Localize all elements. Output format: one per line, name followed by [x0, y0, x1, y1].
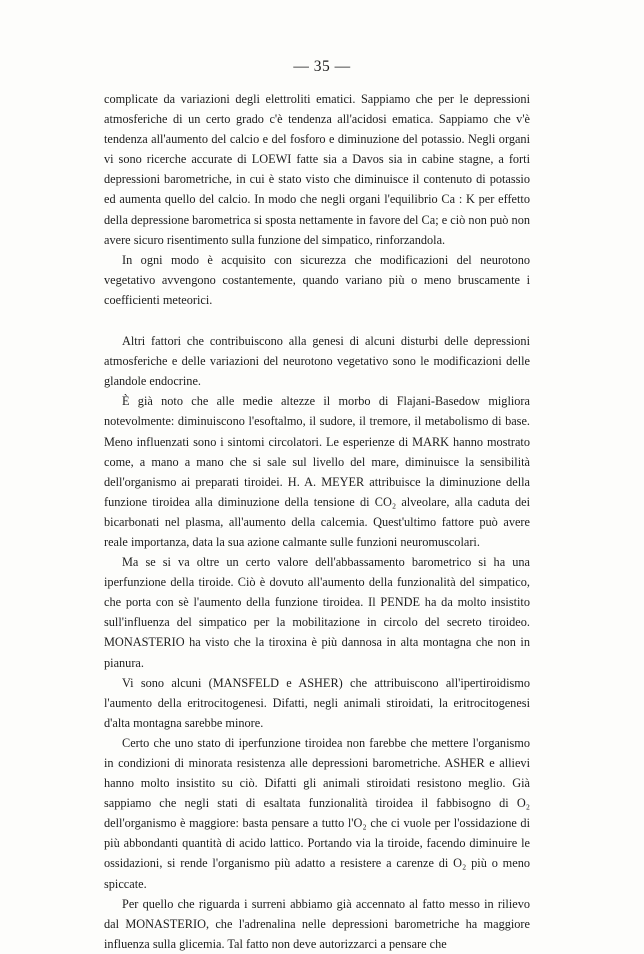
paragraph-6: Vi sono alcuni (MANSFELD e ASHER) che attribuiscono all'ipertiroidismo l'aumento della eritrocitogenesi. Difatti, negli animali stiroidati, la eritrocitogenesi d'alta montagna sarebbe minore.	[104, 675, 530, 730]
body-text	[104, 89, 530, 954]
paragraph-7: Certo che uno stato di iperfunzione tiroidea non farebbe che mettere l'organismo in condizioni di minorata resistenza alle depressioni barometriche. ASHER e allievi hanno molto insistito su ciò. Difatti gli animali stiroidati resistono meglio. Già sappiamo che negli stati di esaltata funzionalità tiroidea il fabbisogno di O₂ dell'organismo è maggiore: basta pensare a tutto l'O₂ che ci vuole per l'ossidazione di più abbondanti quantità di acido lattico. Portando via la tiroide, facendo diminuire le ossidazioni, si rende l'organismo più adatto a resistere a carenze di O₂ più o meno spiccate.	[104, 735, 530, 891]
paragraph-5: Ma se si va oltre un certo valore dell'abbassamento barometrico si ha una iperfunzione della tiroide. Ciò è dovuto all'aumento della funzionalità del simpatico, che porta con sè l'aumento della funzione tiroidea. Il PENDE ha da molto insistito sull'influenza del simpatico per la mobilitazione in circolo del secreto tiroideo. MONASTERIO ha visto che la tiroxina è più dannosa in alta montagna che non in pianura.	[104, 555, 530, 670]
paragraph-3: Altri fattori che contribuiscono alla genesi di alcuni disturbi delle depressioni atmosferiche e delle variazioni del neurotono vegetativo sono le modificazioni delle glandole endocrine.	[104, 334, 530, 389]
section-divider-space	[104, 310, 530, 331]
paragraph-4: È già noto che alle medie altezze il morbo di Flajani-Basedow migliora notevolmente: diminuiscono l'esoftalmo, il sudore, il tremore, il metabolismo di base. Meno influenzati sono i sintomi circolatori. Le esperienze di MARK hanno mostrato come, a mano a mano che si sale sul livello del mare, diminuisce la sensibilità dell'organismo ai preparati tiroidei. H. A. MEYER attribuisce la diminuzione della funzione tiroidea alla diminuzione della tensione di CO₂ alveolare, alla caduta dei bicarbonati nel plasma, all'aumento della calcemia. Quest'ultimo fattore può avere reale importanza, data la sua azione calmante sulle funzioni neuromuscolari.	[104, 394, 530, 549]
page-number: — 35 —	[293, 58, 351, 75]
paragraph-2: In ogni modo è acquisito con sicurezza che modificazioni del neurotono vegetativo avvengono costantemente, quando variano più o meno bruscamente i coefficienti meteorici.	[104, 252, 530, 307]
paragraph-8: Per quello che riguarda i surreni abbiamo già accennato al fatto messo in rilievo dal MONASTERIO, che l'adrenalina nelle depressioni barometriche ha maggiore influenza sulla glicemia. Tal fatto non deve autorizzarci a pensare che	[104, 896, 530, 951]
paragraph-1: complicate da variazioni degli elettroliti ematici. Sappiamo che per le depressioni atmosferiche di un certo grado c'è tendenza all'acidosi ematica. Sappiamo che v'è tendenza all'aumento del calcio e del fosforo e diminuzione del potassio. Negli organi vi sono ricerche accurate di LOEWI fatte sia a Davos sia in cabine stagne, a forti depressioni barometriche, in cui è stato visto che diminuisce il contenuto di potassio ed aumenta quello del calcio. In modo che negli organi l'equilibrio Ca : K per effetto della depressione barometrica si sposta nettamente in favore del Ca; e ciò non può non avere sicuro risentimento sulla funzione del simpatico, rinforzandola.	[104, 92, 530, 247]
